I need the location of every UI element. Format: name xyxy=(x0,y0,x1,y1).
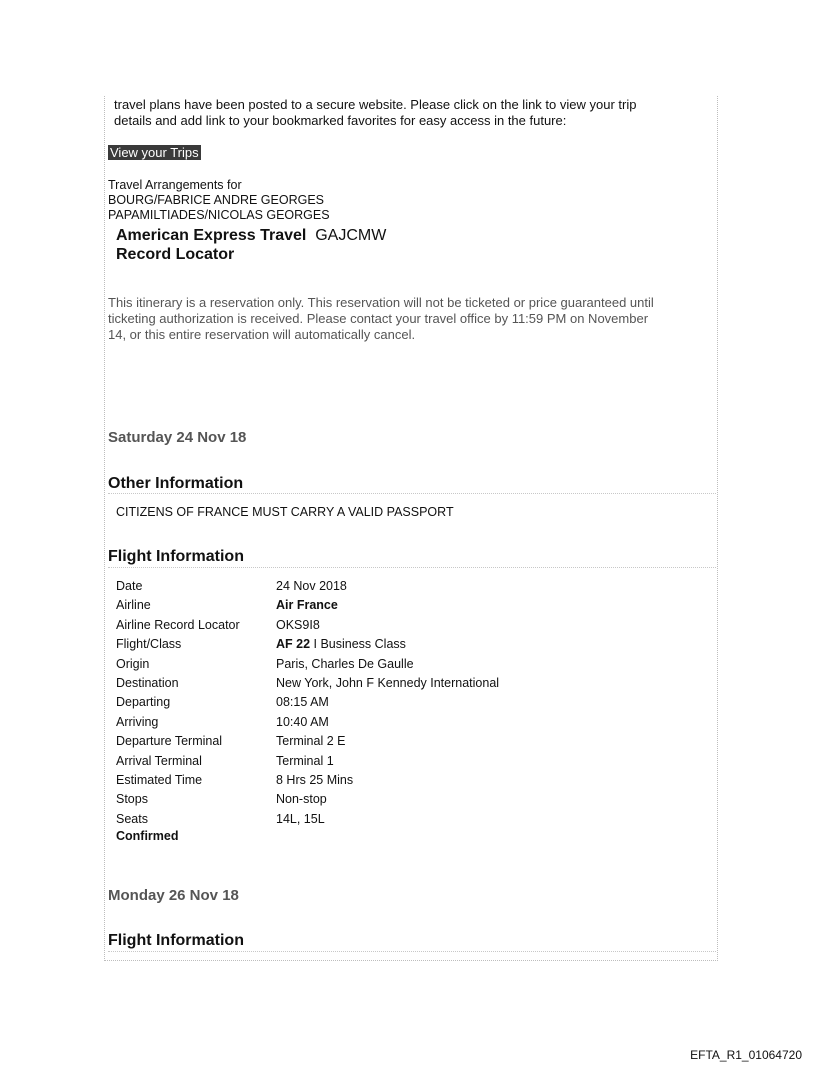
flight-detail-row xyxy=(116,596,499,615)
flight-detail-label: Arriving xyxy=(116,714,159,729)
flight-detail-label: Stops xyxy=(116,792,148,807)
flight-detail-row xyxy=(116,693,499,712)
flight-detail-label: Origin xyxy=(116,656,150,671)
flight-detail-value: New York, John F Kennedy International xyxy=(276,675,500,690)
reservation-notice xyxy=(108,295,654,343)
flight-detail-row xyxy=(116,713,499,732)
flight-detail-value: Terminal 2 E xyxy=(276,734,346,749)
document-id: EFTA_R1_01064720 xyxy=(690,1048,802,1062)
flight-detail-row xyxy=(116,732,499,751)
notice-line-3: 14, or this entire reservation will automatically cancel. xyxy=(108,327,416,342)
flight-detail-label: Destination xyxy=(116,675,179,690)
record-locator-code: GAJCMW xyxy=(315,227,387,244)
flight-detail-value: Non-stop xyxy=(276,792,327,807)
flight-detail-row xyxy=(116,655,499,674)
flight-detail-row xyxy=(116,790,499,809)
flight-detail-label: Flight/Class xyxy=(116,637,182,652)
flight-detail-row xyxy=(116,771,499,790)
intro-line-2: details and add link to your bookmarked favorites for easy access in the future: xyxy=(114,113,567,128)
flight-detail-value: OKS9I8 xyxy=(276,617,320,632)
record-locator-block xyxy=(116,226,386,264)
flight-detail-label: Date xyxy=(116,579,143,593)
day-date-heading: Saturday 24 Nov 18 xyxy=(108,429,247,446)
section-divider xyxy=(108,493,716,494)
flight-detail-value: Terminal 1 xyxy=(276,753,334,768)
flight-detail-row xyxy=(116,674,499,693)
flight-detail-value: Air France xyxy=(276,598,338,613)
flight-detail-value xyxy=(276,635,499,654)
flight-detail-value: Paris, Charles De Gaulle xyxy=(276,656,414,671)
intro-line-1: travel plans have been posted to a secure website. Please click on the link to view your trip xyxy=(114,97,637,112)
flight-detail-value: 08:15 AM xyxy=(276,695,329,710)
flight-detail-value: 14L, 15L xyxy=(276,811,325,826)
flight-detail-value: 10:40 AM xyxy=(276,714,329,729)
flight-details-table xyxy=(116,577,499,829)
flight-detail-label: Departing xyxy=(116,695,171,710)
flight-detail-label: Airline Record Locator xyxy=(116,617,240,632)
flight-info-heading: Flight Information xyxy=(108,932,244,949)
flight-detail-row xyxy=(116,810,499,829)
flight-info-heading: Flight Information xyxy=(108,548,244,565)
intro-text xyxy=(114,97,636,129)
flight-class: I Business Class xyxy=(310,637,406,652)
flight-detail-label: Departure Terminal xyxy=(116,734,223,749)
notice-line-2: ticketing authorization is received. Please contact your travel office by 11:59 PM on November xyxy=(108,311,649,326)
day-date-heading: Monday 26 Nov 18 xyxy=(108,887,239,904)
flight-detail-label: Estimated Time xyxy=(116,772,203,787)
flight-detail-label: Seats xyxy=(116,811,148,826)
traveler-name-2: PAPAMILTIADES/NICOLAS GEORGES xyxy=(108,208,330,222)
flight-detail-label: Arrival Terminal xyxy=(116,753,202,768)
travel-arrangements-heading: Travel Arrangements for xyxy=(108,178,242,192)
flight-number: AF 22 xyxy=(276,637,311,652)
flight-detail-value: 24 Nov 2018 xyxy=(276,579,347,593)
flight-detail-row xyxy=(116,752,499,771)
other-info-text: CITIZENS OF FRANCE MUST CARRY A VALID PASSPORT xyxy=(116,505,454,519)
flight-detail-label: Airline xyxy=(116,598,151,613)
flight-detail-row xyxy=(116,577,499,596)
record-locator-label: Record Locator xyxy=(116,246,235,263)
other-info-heading: Other Information xyxy=(108,475,244,492)
flight-detail-row xyxy=(116,635,499,654)
notice-line-1: This itinerary is a reservation only. This reservation will not be ticketed or price guaranteed until xyxy=(108,295,654,310)
travel-arrangements xyxy=(108,178,330,223)
flight-detail-value: 8 Hrs 25 Mins xyxy=(276,772,354,787)
booking-status: Confirmed xyxy=(116,829,179,843)
section-divider xyxy=(108,951,716,952)
flight-detail-row xyxy=(116,616,499,635)
agency-name: American Express Travel xyxy=(116,227,307,244)
view-trips-button[interactable]: View your Trips xyxy=(110,145,199,160)
traveler-name-1: BOURG/FABRICE ANDRE GEORGES xyxy=(108,193,325,207)
section-divider xyxy=(108,567,716,568)
